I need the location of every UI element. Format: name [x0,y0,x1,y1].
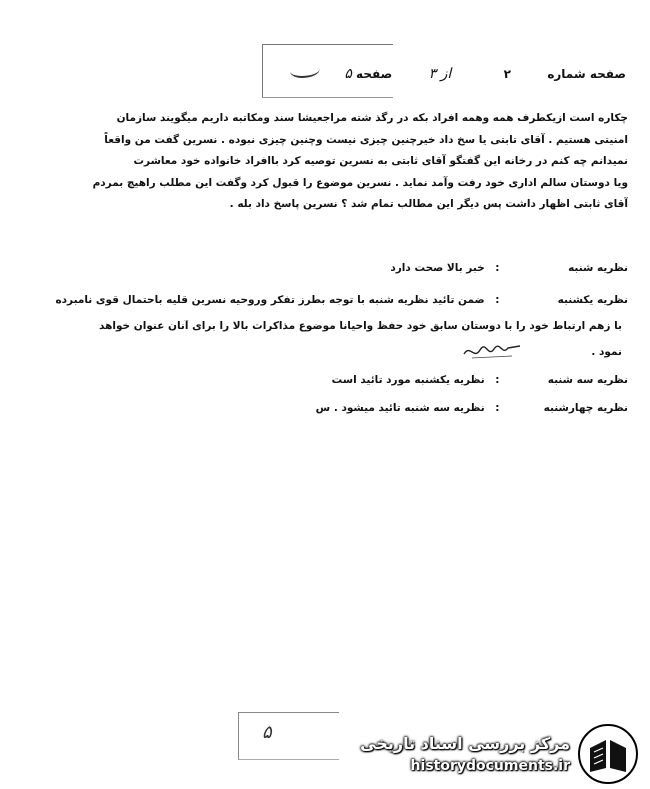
theory-text: خبر بالا صحت دارد [390,262,485,274]
colon: : [495,294,500,306]
page-number: ۲ [503,67,511,81]
theory-sunday-cont: با زهم ارتباط خود را با دوستان سابق خود حفظ واحیاناً موضوع مذاکرات بالا را برای آنان عنوان خواهد [99,320,622,332]
colon: : [495,374,500,386]
theory-text: نظریه سه شنبه تائید میشود . س [315,402,485,414]
archive-box [238,712,339,760]
theory-saturday [13,262,628,274]
body-line: چکاره است ازیکطرف همه وهمه افراد بکه در رگذ شته مراجعیشا سند ومکاتبه داریم میگویند سازمان [116,112,628,124]
theory-sunday-end: نمود . [591,346,622,358]
theory-label: نظریه شنبه [568,262,628,274]
archive-handwriting: ۵ [262,722,272,743]
handwritten-total: ۵ [344,66,352,82]
theory-text: ضمن تائید نظریه شنبه با توجه بطرز تفکر وروحیه نسرین قلیه باحتمال قوی نامبرده [55,294,485,306]
theory-label: نظریه چهارشنبه [543,402,628,414]
theory-text: نظریه یکشنبه مورد تائید است [331,374,485,386]
theory-label: نظریه سه شنبه [547,374,628,386]
theory-tuesday [13,374,628,386]
theory-sunday [13,294,628,306]
body-line: ویا دوستان سالم اداری خود رفت وآمد نماید . نسرین موضوع را قبول کرد وگفت این مطلب راهیچ بمردم [92,176,628,189]
colon: : [495,402,500,414]
report-body [18,108,628,216]
signature-icon [462,340,522,362]
theory-label: نظریه یکشنبه [557,294,628,306]
theory-wednesday [13,402,628,414]
watermark-title: مرکز بررسی اسناد تاریخی [360,734,570,753]
colon: : [495,262,500,274]
pages-label: صفحه [356,67,393,81]
handwritten-mark: از ۳ [428,66,452,82]
page-header [26,66,626,82]
body-line: امنیتی هستیم . آقای تابتی یا سخ داد خیرچنین چیزی نیست وچنین چیزی نبوده . نسرین گفت من واقعاً [104,133,628,146]
page-label: صفحه شماره [547,67,626,81]
watermark-url[interactable]: historydocuments.ir [410,758,570,774]
body-line: آقای ثابتی اظهار داشت پس دیگر این مطالب تمام شد ؟ نسرین پاسخ داد بله . [229,198,628,210]
body-line: نمیدانم چه کنم در رخانه این گفتگو آقای ثابتی به نسرین توصیه کرد باافراد خانواده خود معاشرت [133,155,628,167]
archive-logo-icon [576,722,640,786]
